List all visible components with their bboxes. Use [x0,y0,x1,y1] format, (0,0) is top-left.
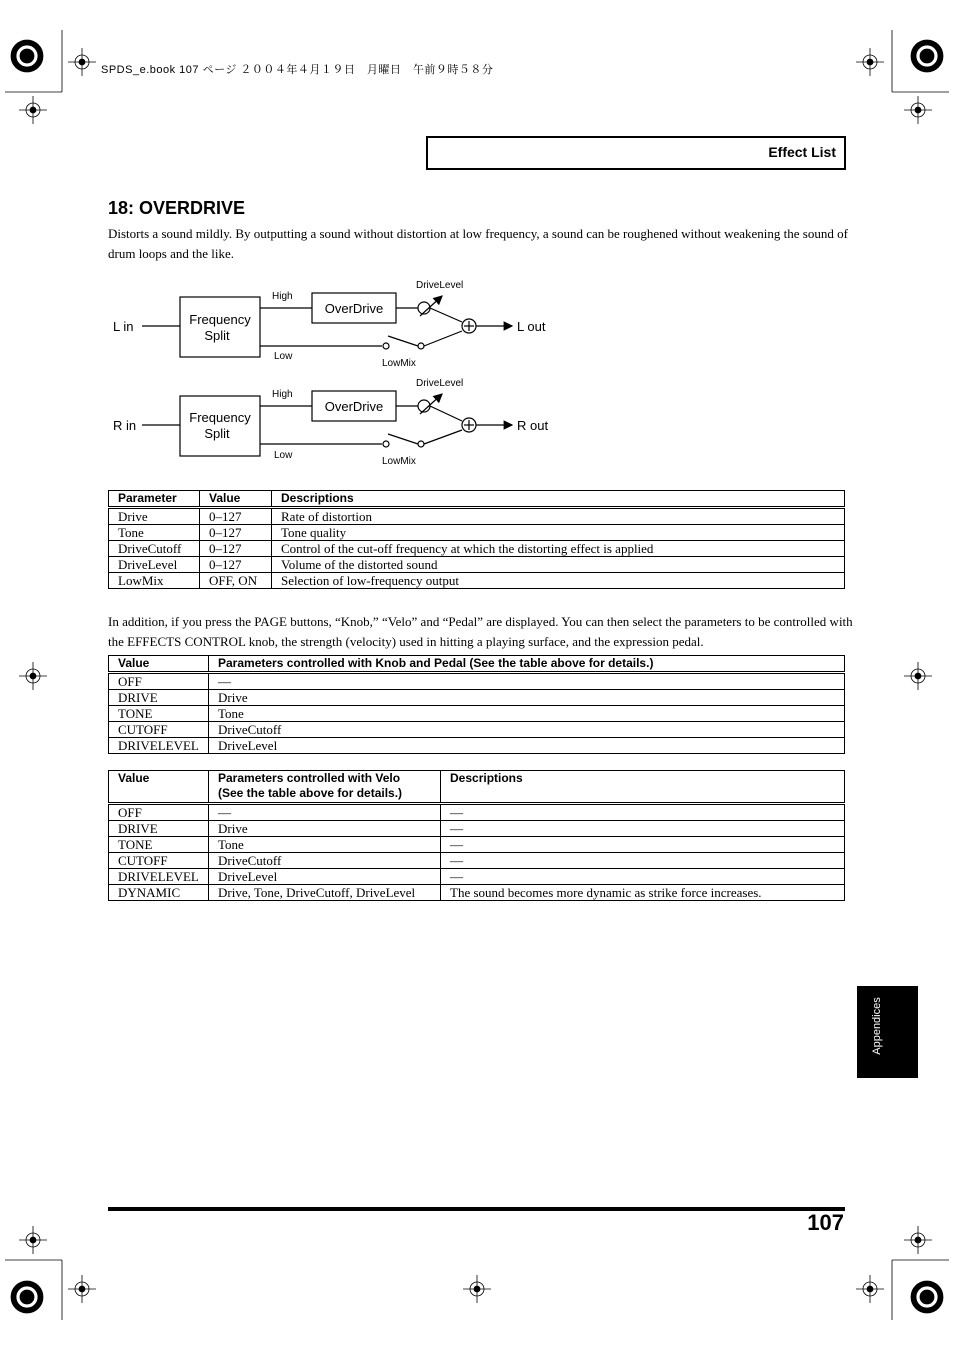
table-row [109,673,845,690]
velo-table [108,770,845,901]
page-title: 18: OVERDRIVE [108,198,246,218]
lowmix-label: LowMix [382,358,416,369]
low-label: Low [274,450,293,461]
table-cell: 0–127 [200,541,272,557]
crosshair-mark-icon [68,1275,96,1303]
control-paragraph: In addition, if you press the PAGE buttons, “Knob,” “Velo” and “Pedal” are displayed. You can then select the parameters to be controlled with the EFFECTS CONTROL knob, the strength (velocity) used in hitting a playing surface, and the expression pedal. [108,614,853,649]
table-cell: OFF [109,673,209,690]
table-cell: — [441,821,845,837]
knob-pedal-table [108,655,845,754]
velo-header-line2: (See the table above for details.) [218,786,403,800]
table-cell: — [209,673,845,690]
right-in-label: R in [113,418,137,433]
table-cell: Tone [209,706,845,722]
table-row [109,541,845,557]
side-tab-label: Appendices [871,997,883,1055]
table-cell: TONE [109,837,209,853]
table-header-row [109,491,845,508]
table-cell: — [441,837,845,853]
table-cell: DYNAMIC [109,885,209,901]
table-cell: Tone quality [272,525,845,541]
table-row [109,853,845,869]
table-cell: Tone [209,837,441,853]
table-row [109,508,845,525]
file-header-line: SPDS_e.book 107 ページ ２００４年４月１９日 月曜日 午前９時５８分 [101,64,494,76]
footer-rule [108,1207,845,1211]
table-cell: 0–127 [200,557,272,573]
table-cell: DriveLevel [209,869,441,885]
table-cell: Drive, Tone, DriveCutoff, DriveLevel [209,885,441,901]
table-cell: — [441,869,845,885]
table-cell: DRIVELEVEL [109,738,209,754]
starburst-mark-icon [911,40,943,72]
table-cell: — [209,804,441,821]
crosshair-mark-icon [68,48,96,76]
table-cell: DriveCutoff [209,853,441,869]
section-label: Effect List [768,144,836,160]
table-cell: Drive [209,690,845,706]
drivelevel-label: DriveLevel [416,378,464,389]
crosshair-mark-icon [904,1226,932,1254]
table-header-cell: Value [109,656,209,673]
parameter-table [108,490,845,589]
table-cell: DriveCutoff [109,541,200,557]
table-cell: 0–127 [200,525,272,541]
left-in-label: L in [113,319,134,334]
table-cell: OFF, ON [200,573,272,589]
table-row [109,573,845,589]
table-cell: Volume of the distorted sound [272,557,845,573]
crosshair-mark-icon [856,48,884,76]
crosshair-mark-icon [19,96,47,124]
starburst-mark-icon [11,1281,43,1313]
table-cell: Control of the cut-off frequency at which the distorting effect is applied [272,541,845,557]
table-row [109,738,845,754]
table-cell: LowMix [109,573,200,589]
table-cell: DRIVE [109,821,209,837]
signal-flow-diagram [100,272,560,472]
intro-paragraph: Distorts a sound mildly. By outputting a sound without distortion at low frequency, a sound can be roughened without weakening the sound of drum loops and the like. [108,226,848,261]
crosshair-mark-icon [19,662,47,690]
lowmix-label: LowMix [382,456,416,467]
overdrive-label: OverDrive [324,399,384,414]
table-cell: Rate of distortion [272,508,845,525]
table-cell: DriveLevel [109,557,200,573]
table-cell: OFF [109,804,209,821]
left-out-label: L out [517,319,546,334]
table-cell: Tone [109,525,200,541]
crosshair-mark-icon [463,1275,491,1303]
split-label-line1: Frequency [189,312,251,327]
velo-header-line1: Parameters controlled with Velo [218,771,401,785]
high-label: High [272,389,293,400]
table-cell: DRIVE [109,690,209,706]
right-out-label: R out [517,418,549,433]
table-header-cell: Value [200,491,272,508]
starburst-mark-icon [911,1281,943,1313]
crosshair-mark-icon [904,96,932,124]
table-row [109,821,845,837]
page-number: 107 [807,1210,844,1235]
table-header-cell: Descriptions [441,771,845,804]
table-row [109,525,845,541]
table-cell: Drive [209,821,441,837]
split-label-line1: Frequency [189,410,251,425]
table-cell: — [441,804,845,821]
table-header-row [109,656,845,673]
side-tab [857,986,918,1078]
table-header-cell: Parameter [109,491,200,508]
table-row [109,885,845,901]
table-header-cell: Descriptions [272,491,845,508]
drivelevel-label: DriveLevel [416,280,464,291]
crosshair-mark-icon [19,1226,47,1254]
table-cell: — [441,853,845,869]
overdrive-label: OverDrive [324,301,384,316]
table-header-cell: Parameters controlled with Knob and Pedal (See the table above for details.) [209,656,845,673]
high-label: High [272,291,293,302]
table-cell: CUTOFF [109,853,209,869]
table-cell: DriveLevel [209,738,845,754]
table-header-cell: Value [109,771,209,804]
table-cell: TONE [109,706,209,722]
table-row [109,690,845,706]
crosshair-mark-icon [904,662,932,690]
table-header-row [109,771,845,804]
table-cell: 0–127 [200,508,272,525]
table-cell: Drive [109,508,200,525]
table-cell: The sound becomes more dynamic as strike force increases. [441,885,845,901]
low-label: Low [274,351,293,362]
table-row [109,837,845,853]
table-cell: DriveCutoff [209,722,845,738]
starburst-mark-icon [11,40,43,72]
section-header-box [426,136,846,170]
table-cell: Selection of low-frequency output [272,573,845,589]
table-row [109,722,845,738]
table-row [109,706,845,722]
split-label-line2: Split [204,426,230,441]
table-row [109,804,845,821]
table-row [109,869,845,885]
table-header-cell [209,771,441,804]
table-cell: CUTOFF [109,722,209,738]
table-row [109,557,845,573]
table-cell: DRIVELEVEL [109,869,209,885]
split-label-line2: Split [204,328,230,343]
crosshair-mark-icon [856,1275,884,1303]
